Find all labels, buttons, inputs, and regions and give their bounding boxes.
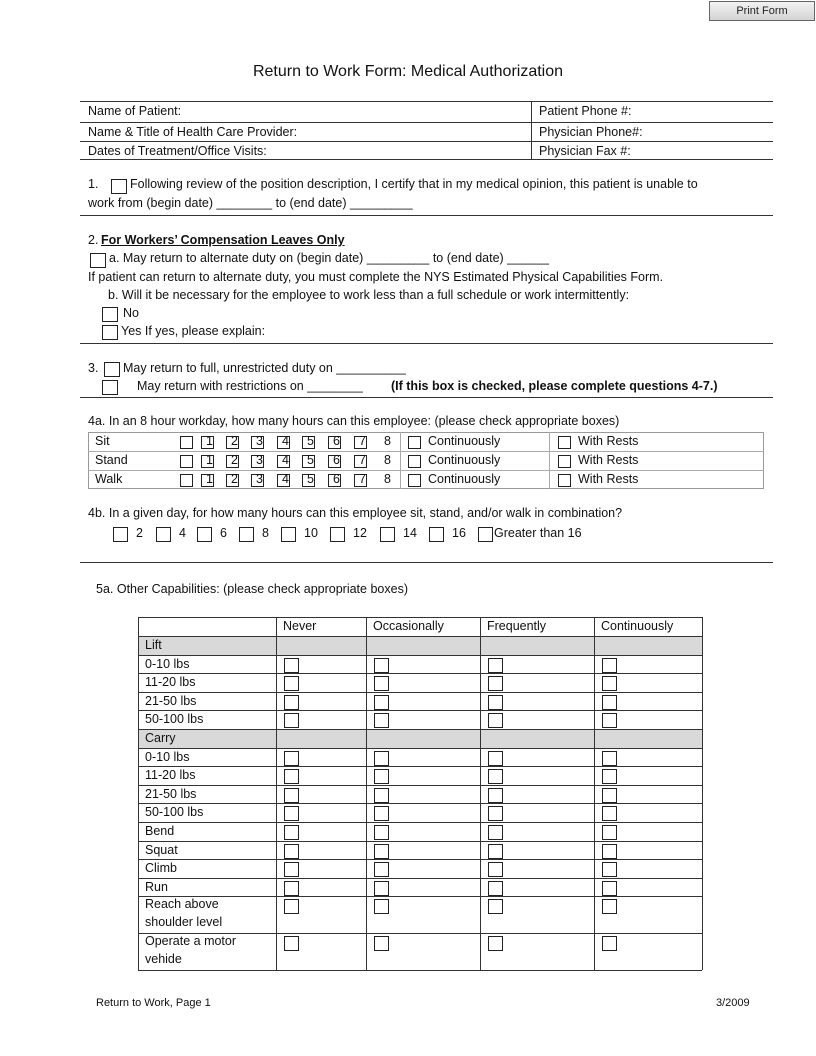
cap-lift-0-10-lbs-frequently-checkbox[interactable]: [488, 658, 503, 673]
cap-carry-0-10-lbs-frequently-checkbox[interactable]: [488, 751, 503, 766]
cap-reach-above-shoulder-frequently-checkbox[interactable]: [488, 899, 503, 914]
q4b-14-hours-label: 14: [403, 526, 417, 540]
q4b-16-hours-label: 16: [452, 526, 466, 540]
q4b-10-hours-label: 10: [304, 526, 318, 540]
cap-reach-above-shoulder-label-line1: Reach above: [145, 897, 219, 911]
cap-row-divider: [138, 841, 702, 842]
q2a-alternate-duty-text: a. May return to alternate duty on (begin date) _________ to (end date) ______: [109, 251, 549, 265]
cap-climb-continuously-checkbox[interactable]: [602, 862, 617, 877]
q4a-row-divider: [88, 470, 764, 471]
cap-lift-21-50-lbs-label: 21-50 lbs: [145, 694, 197, 708]
section-divider: [80, 397, 773, 398]
cap-group-lift-background: [138, 637, 702, 655]
cap-row-divider: [138, 822, 702, 823]
q2b-no-label: No: [123, 306, 139, 320]
treatment-dates-label: Dates of Treatment/Office Visits:: [88, 144, 267, 158]
cap-carry-11-20-lbs-never-checkbox[interactable]: [284, 769, 299, 784]
q4b-12-hours-label: 12: [353, 526, 367, 540]
q4a-walk-hour-4-label: 4: [282, 472, 289, 486]
cap-carry-21-50-lbs-continuously-checkbox[interactable]: [602, 788, 617, 803]
cap-run-occasionally-checkbox[interactable]: [374, 881, 389, 896]
q4b-greater-than-16-hours-label: Greater than 16: [494, 526, 582, 540]
cap-bend-frequently-checkbox[interactable]: [488, 825, 503, 840]
cap-lift-11-20-lbs-never-checkbox[interactable]: [284, 676, 299, 691]
q4a-walk-with-rests-checkbox[interactable]: [558, 474, 571, 487]
cap-carry-50-100-lbs-continuously-checkbox[interactable]: [602, 806, 617, 821]
cap-lift-50-100-lbs-occasionally-checkbox[interactable]: [374, 713, 389, 728]
cap-climb-never-checkbox[interactable]: [284, 862, 299, 877]
cap-row-divider: [138, 896, 702, 897]
cap-bend-occasionally-checkbox[interactable]: [374, 825, 389, 840]
q3-full-duty-text: May return to full, unrestricted duty on __________: [123, 361, 406, 375]
q4a-stand-hour-1-label: 1: [206, 453, 213, 467]
cap-squat-frequently-checkbox[interactable]: [488, 844, 503, 859]
cap-column-divider: [480, 617, 481, 970]
cap-operate-motor-vehicle-frequently-checkbox[interactable]: [488, 936, 503, 951]
cap-lift-50-100-lbs-never-checkbox[interactable]: [284, 713, 299, 728]
cap-row-divider: [138, 748, 702, 749]
q3-restrictions-note: (If this box is checked, please complete questions 4-7.): [391, 379, 718, 393]
cap-carry-11-20-lbs-label: 11-20 lbs: [145, 768, 196, 782]
q4a-walk-hour-2-label: 2: [231, 472, 238, 486]
header-table-divider: [80, 122, 773, 123]
cap-operate-motor-vehicle-occasionally-checkbox[interactable]: [374, 936, 389, 951]
cap-row-divider: [138, 859, 702, 860]
q1-unable-to-work-checkbox[interactable]: [111, 179, 127, 194]
cap-lift-11-20-lbs-frequently-checkbox[interactable]: [488, 676, 503, 691]
q4a-sit-with-rests-label: With Rests: [578, 434, 639, 448]
q4a-walk-hour-7-label: 7: [359, 472, 366, 486]
cap-carry-11-20-lbs-occasionally-checkbox[interactable]: [374, 769, 389, 784]
cap-carry-0-10-lbs-continuously-checkbox[interactable]: [602, 751, 617, 766]
cap-climb-frequently-checkbox[interactable]: [488, 862, 503, 877]
cap-bend-never-checkbox[interactable]: [284, 825, 299, 840]
q1-dates: work from (begin date) ________ to (end date) _________: [88, 196, 413, 210]
q4a-stand-none-checkbox[interactable]: [180, 455, 193, 468]
cap-squat-occasionally-checkbox[interactable]: [374, 844, 389, 859]
q4a-row-label-stand: Stand: [95, 453, 128, 467]
q1-number: 1.: [88, 177, 99, 191]
q3-restrictions-text: May return with restrictions on ________: [137, 379, 363, 393]
cap-lift-50-100-lbs-continuously-checkbox[interactable]: [602, 713, 617, 728]
cap-climb-label: Climb: [145, 861, 177, 875]
cap-operate-motor-vehicle-label-line1: Operate a motor: [145, 934, 237, 948]
cap-carry-50-100-lbs-frequently-checkbox[interactable]: [488, 806, 503, 821]
q4a-walk-none-checkbox[interactable]: [180, 474, 193, 487]
cap-column-continuously: Continuously: [601, 619, 674, 633]
q4a-stand-with-rests-label: With Rests: [578, 453, 639, 467]
cap-reach-above-shoulder-occasionally-checkbox[interactable]: [374, 899, 389, 914]
cap-row-divider: [138, 710, 702, 711]
q4a-sit-with-rests-checkbox[interactable]: [558, 436, 571, 449]
q4a-col-divider: [549, 432, 550, 489]
q4b-4-hours-label: 4: [179, 526, 186, 540]
cap-column-divider: [594, 617, 595, 970]
q4a-sit-hour-8-label: 8: [384, 434, 391, 448]
q4a-sit-hour-6-label: 6: [333, 434, 340, 448]
provider-label: Name & Title of Health Care Provider:: [88, 125, 298, 139]
q4b-6-hours-checkbox[interactable]: [197, 527, 212, 542]
header-table-divider: [80, 141, 773, 142]
q4a-walk-with-rests-label: With Rests: [578, 472, 639, 486]
q4a-walk-hour-6-label: 6: [333, 472, 340, 486]
cap-lift-21-50-lbs-continuously-checkbox[interactable]: [602, 695, 617, 710]
q4a-row-divider: [88, 451, 764, 452]
cap-operate-motor-vehicle-continuously-checkbox[interactable]: [602, 936, 617, 951]
cap-column-divider: [702, 617, 703, 970]
q4a-stand-hour-3-label: 3: [256, 453, 263, 467]
cap-lift-0-10-lbs-continuously-checkbox[interactable]: [602, 658, 617, 673]
q4a-stand-continuously-checkbox[interactable]: [408, 455, 421, 468]
cap-carry-21-50-lbs-never-checkbox[interactable]: [284, 788, 299, 803]
cap-row-divider: [138, 766, 702, 767]
q4a-sit-continuously-label: Continuously: [428, 434, 501, 448]
header-table-top-border: [80, 101, 773, 102]
header-table-column-divider: [531, 101, 532, 159]
q4a-row-label-walk: Walk: [95, 472, 123, 486]
q2-heading: For Workers’ Compensation Leaves Only: [101, 233, 345, 247]
section-divider: [80, 562, 773, 563]
q4b-4-hours-checkbox[interactable]: [156, 527, 171, 542]
q4a-sit-hour-5-label: 5: [307, 434, 314, 448]
q2a-alternate-duty-checkbox[interactable]: [90, 253, 106, 268]
q4a-walk-continuously-checkbox[interactable]: [408, 474, 421, 487]
cap-carry-21-50-lbs-label: 21-50 lbs: [145, 787, 197, 801]
q4a-walk-hour-8-label: 8: [384, 472, 391, 486]
q4b-14-hours-checkbox[interactable]: [380, 527, 395, 542]
q4a-walk-hour-1-label: 1: [206, 472, 213, 486]
q4a-sit-none-checkbox[interactable]: [180, 436, 193, 449]
cap-column-divider: [276, 617, 277, 970]
q4a-row-label-sit: Sit: [95, 434, 110, 448]
cap-operate-motor-vehicle-never-checkbox[interactable]: [284, 936, 299, 951]
cap-group-lift: Lift: [145, 638, 162, 652]
q4b-10-hours-checkbox[interactable]: [281, 527, 296, 542]
q4a-sit-hour-3-label: 3: [256, 434, 263, 448]
q4b-16-hours-checkbox[interactable]: [429, 527, 444, 542]
cap-carry-11-20-lbs-continuously-checkbox[interactable]: [602, 769, 617, 784]
cap-column-occasionally: Occasionally: [373, 619, 444, 633]
q2b-no-checkbox[interactable]: [102, 307, 118, 322]
q4b-6-hours-label: 6: [220, 526, 227, 540]
physician-phone-label: Physician Phone#:: [539, 125, 643, 139]
q4b-8-hours-label: 8: [262, 526, 269, 540]
cap-squat-never-checkbox[interactable]: [284, 844, 299, 859]
q4a-stand-with-rests-checkbox[interactable]: [558, 455, 571, 468]
cap-carry-0-10-lbs-never-checkbox[interactable]: [284, 751, 299, 766]
footer-page-label: Return to Work, Page 1: [96, 997, 211, 1009]
cap-row-divider: [138, 878, 702, 879]
cap-row-divider: [138, 692, 702, 693]
cap-row-divider: [138, 655, 702, 656]
q2b-question: b. Will it be necessary for the employee to work less than a full schedule or work intermittently:: [108, 288, 630, 302]
cap-row-divider: [138, 785, 702, 786]
cap-lift-21-50-lbs-never-checkbox[interactable]: [284, 695, 299, 710]
print-form-button[interactable]: Print Form: [709, 1, 815, 21]
cap-lift-21-50-lbs-frequently-checkbox[interactable]: [488, 695, 503, 710]
q4a-sit-hour-1-label: 1: [206, 434, 213, 448]
patient-name-label: Name of Patient:: [88, 104, 182, 118]
q4b-2-hours-checkbox[interactable]: [113, 527, 128, 542]
cap-lift-0-10-lbs-never-checkbox[interactable]: [284, 658, 299, 673]
q4a-stand-hour-7-label: 7: [359, 453, 366, 467]
physician-fax-label: Physician Fax #:: [539, 144, 631, 158]
q4a-walk-hour-3-label: 3: [256, 472, 263, 486]
q4a-stand-hour-2-label: 2: [231, 453, 238, 467]
cap-lift-50-100-lbs-frequently-checkbox[interactable]: [488, 713, 503, 728]
cap-squat-label: Squat: [145, 843, 178, 857]
cap-column-divider: [138, 617, 139, 970]
cap-reach-above-shoulder-label-line2: shoulder level: [145, 915, 223, 929]
q3-full-duty-checkbox[interactable]: [104, 362, 120, 377]
section-divider: [80, 343, 773, 344]
q4a-sit-hour-2-label: 2: [231, 434, 238, 448]
cap-table-bottom-border: [138, 970, 702, 971]
cap-carry-50-100-lbs-never-checkbox[interactable]: [284, 806, 299, 821]
cap-operate-motor-vehicle-label-line2: vehide: [145, 952, 182, 966]
q4a-sit-hour-7-label: 7: [359, 434, 366, 448]
cap-carry-0-10-lbs-label: 0-10 lbs: [145, 750, 190, 764]
q4a-question: 4a. In an 8 hour workday, how many hours can this employee: (please check appropriate boxes): [88, 414, 620, 428]
q4a-stand-hour-5-label: 5: [307, 453, 314, 467]
q2-number: 2.: [88, 233, 99, 247]
cap-column-divider: [366, 617, 367, 970]
cap-run-continuously-checkbox[interactable]: [602, 881, 617, 896]
q4b-12-hours-checkbox[interactable]: [330, 527, 345, 542]
cap-bend-continuously-checkbox[interactable]: [602, 825, 617, 840]
cap-bend-label: Bend: [145, 824, 175, 838]
cap-lift-21-50-lbs-occasionally-checkbox[interactable]: [374, 695, 389, 710]
cap-carry-21-50-lbs-occasionally-checkbox[interactable]: [374, 788, 389, 803]
q4a-walk-hour-5-label: 5: [307, 472, 314, 486]
q4b-2-hours-label: 2: [136, 526, 143, 540]
cap-reach-above-shoulder-continuously-checkbox[interactable]: [602, 899, 617, 914]
q4b-question: 4b. In a given day, for how many hours can this employee sit, stand, and/or walk in combination?: [88, 506, 623, 520]
q4a-stand-hour-4-label: 4: [282, 453, 289, 467]
header-table-bottom-border: [80, 159, 773, 160]
cap-run-label: Run: [145, 880, 168, 894]
cap-column-never: Never: [283, 619, 317, 633]
cap-lift-0-10-lbs-occasionally-checkbox[interactable]: [374, 658, 389, 673]
cap-run-frequently-checkbox[interactable]: [488, 881, 503, 896]
cap-carry-50-100-lbs-occasionally-checkbox[interactable]: [374, 806, 389, 821]
cap-lift-50-100-lbs-label: 50-100 lbs: [145, 712, 204, 726]
q1-statement: Following review of the position description, I certify that in my medical opinion, this patient is unable to: [130, 177, 698, 191]
cap-carry-0-10-lbs-occasionally-checkbox[interactable]: [374, 751, 389, 766]
cap-group-carry: Carry: [145, 731, 176, 745]
q2-alternate-duty-note: If patient can return to alternate duty, you must complete the NYS Estimated Physical Capabilities Form.: [88, 270, 664, 284]
cap-run-never-checkbox[interactable]: [284, 881, 299, 896]
q4a-sit-hour-4-label: 4: [282, 434, 289, 448]
q4a-stand-continuously-label: Continuously: [428, 453, 501, 467]
cap-lift-11-20-lbs-label: 11-20 lbs: [145, 675, 196, 689]
cap-row-divider: [138, 803, 702, 804]
cap-lift-11-20-lbs-continuously-checkbox[interactable]: [602, 676, 617, 691]
patient-phone-label: Patient Phone #:: [539, 104, 632, 118]
cap-row-divider: [138, 673, 702, 674]
cap-group-carry-background: [138, 730, 702, 748]
cap-carry-50-100-lbs-label: 50-100 lbs: [145, 805, 204, 819]
q3-restrictions-checkbox[interactable]: [102, 380, 118, 395]
cap-lift-0-10-lbs-label: 0-10 lbs: [145, 657, 190, 671]
q4a-stand-hour-6-label: 6: [333, 453, 340, 467]
section-divider: [80, 215, 773, 216]
cap-reach-above-shoulder-never-checkbox[interactable]: [284, 899, 299, 914]
q4b-8-hours-checkbox[interactable]: [239, 527, 254, 542]
q2b-yes-label: Yes If yes, please explain:: [121, 324, 266, 338]
q4b-greater-than-16-hours-checkbox[interactable]: [478, 527, 493, 542]
cap-squat-continuously-checkbox[interactable]: [602, 844, 617, 859]
footer-date: 3/2009: [716, 997, 750, 1009]
cap-carry-21-50-lbs-frequently-checkbox[interactable]: [488, 788, 503, 803]
cap-carry-11-20-lbs-frequently-checkbox[interactable]: [488, 769, 503, 784]
q4a-walk-continuously-label: Continuously: [428, 472, 501, 486]
cap-climb-occasionally-checkbox[interactable]: [374, 862, 389, 877]
q5a-question: 5a. Other Capabilities: (please check appropriate boxes): [96, 582, 408, 596]
cap-column-frequently: Frequently: [487, 619, 547, 633]
q2b-yes-checkbox[interactable]: [102, 325, 118, 340]
q4a-stand-hour-8-label: 8: [384, 453, 391, 467]
q4a-sit-continuously-checkbox[interactable]: [408, 436, 421, 449]
cap-lift-11-20-lbs-occasionally-checkbox[interactable]: [374, 676, 389, 691]
q4a-col-divider: [400, 432, 401, 489]
form-title: Return to Work Form: Medical Authorization: [252, 63, 564, 80]
q3-number: 3.: [88, 361, 99, 375]
